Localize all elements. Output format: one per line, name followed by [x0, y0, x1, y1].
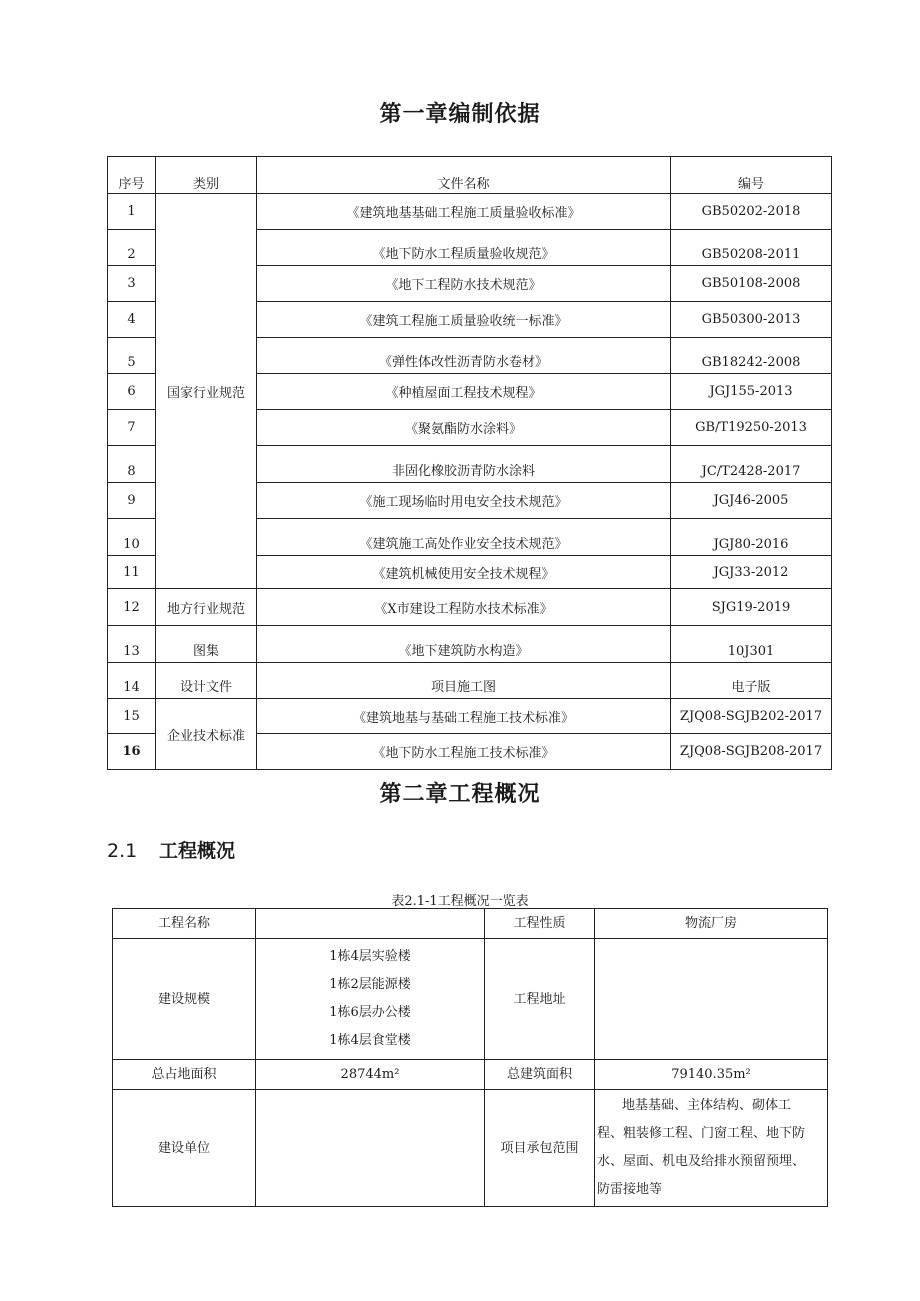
- category-atlas: 图集: [156, 626, 257, 663]
- category-enterprise: 企业技术标准: [156, 699, 257, 770]
- scale-item: 1栋4层食堂楼: [329, 1033, 411, 1048]
- row-name: 项目施工图: [257, 663, 671, 699]
- row-no: 8: [108, 446, 156, 483]
- header-file-name: 文件名称: [257, 157, 671, 194]
- row-code: JGJ33-2012: [671, 556, 832, 589]
- row-code: GB50108-2008: [671, 266, 832, 302]
- row-code: JGJ46-2005: [671, 483, 832, 519]
- row-name: 《X市建设工程防水技术标准》: [257, 589, 671, 626]
- row-name: 《建筑机械使用安全技术规程》: [257, 556, 671, 589]
- row-name: 非固化橡胶沥青防水涂料: [257, 446, 671, 483]
- row-no: 10: [108, 519, 156, 556]
- row-code: GB50208-2011: [671, 230, 832, 266]
- scope-line: 地基基础、主体结构、砌体工: [622, 1098, 792, 1113]
- table-row: [113, 1060, 828, 1090]
- building-area-value: 79140.35m²: [595, 1060, 828, 1090]
- scope-line: 水、屋面、机电及给排水预留预埋、: [597, 1154, 806, 1169]
- overview-table: [112, 908, 828, 1207]
- row-no: 6: [108, 374, 156, 410]
- project-nature-value: 物流厂房: [595, 909, 828, 939]
- table-row: [113, 909, 828, 939]
- row-no: 11: [108, 556, 156, 589]
- row-code: JGJ80-2016: [671, 519, 832, 556]
- row-no: 7: [108, 410, 156, 446]
- header-category: 类别: [156, 157, 257, 194]
- chapter2-title: 第二章工程概况: [379, 782, 541, 807]
- row-name: 《建筑工程施工质量验收统一标准》: [257, 302, 671, 338]
- row-code: SJG19-2019: [671, 589, 832, 626]
- section-number: 2.1: [107, 840, 138, 862]
- table-row: [113, 1090, 828, 1207]
- project-name-value: [256, 909, 485, 939]
- row-name: 《地下建筑防水构造》: [257, 626, 671, 663]
- row-no: 4: [108, 302, 156, 338]
- row-code: ZJQ08-SGJB208-2017: [671, 734, 832, 770]
- row-code: GB/T19250-2013: [671, 410, 832, 446]
- row-code: JGJ155-2013: [671, 374, 832, 410]
- row-code: GB18242-2008: [671, 338, 832, 374]
- table-caption: 表2.1-1工程概况一览表: [391, 894, 529, 909]
- row-code: 10J301: [671, 626, 832, 663]
- section-heading: [107, 836, 235, 863]
- row-no: 15: [108, 699, 156, 734]
- chapter1-title: 第一章编制依据: [379, 102, 541, 127]
- owner-value: [256, 1090, 485, 1207]
- scale-label: 建设规模: [113, 939, 256, 1060]
- row-name: 《建筑地基与基础工程施工技术标准》: [257, 699, 671, 734]
- row-name: 《种植屋面工程技术规程》: [257, 374, 671, 410]
- row-no: 16: [108, 734, 156, 770]
- table-row: [108, 663, 832, 699]
- project-nature-label: 工程性质: [485, 909, 595, 939]
- address-label: 工程地址: [485, 939, 595, 1060]
- row-code: 电子版: [671, 663, 832, 699]
- row-no: 9: [108, 483, 156, 519]
- table-row: [108, 589, 832, 626]
- section-title: 工程概况: [159, 840, 236, 862]
- row-code: GB50202-2018: [671, 194, 832, 230]
- category-national: 国家行业规范: [156, 194, 257, 589]
- table-row: [113, 939, 828, 1060]
- category-design: 设计文件: [156, 663, 257, 699]
- scope-line: 程、粗装修工程、门窗工程、地下防: [597, 1126, 806, 1141]
- land-area-label: 总占地面积: [113, 1060, 256, 1090]
- scale-list: [256, 939, 485, 1060]
- row-name: 《地下防水工程质量验收规范》: [257, 230, 671, 266]
- row-no: 13: [108, 626, 156, 663]
- header-no: 序号: [108, 157, 156, 194]
- row-name: 《建筑施工高处作业安全技术规范》: [257, 519, 671, 556]
- row-no: 14: [108, 663, 156, 699]
- row-name: 《聚氨酯防水涂料》: [257, 410, 671, 446]
- row-no: 12: [108, 589, 156, 626]
- scale-item: 1栋6层办公楼: [329, 1005, 411, 1020]
- row-name: 《地下工程防水技术规范》: [257, 266, 671, 302]
- scale-item: 1栋2层能源楼: [329, 977, 411, 992]
- address-value: [595, 939, 828, 1060]
- row-no: 2: [108, 230, 156, 266]
- category-local: 地方行业规范: [156, 589, 257, 626]
- row-no: 1: [108, 194, 156, 230]
- table-row: [108, 194, 832, 230]
- building-area-label: 总建筑面积: [485, 1060, 595, 1090]
- table-row: [108, 626, 832, 663]
- header-code: 编号: [671, 157, 832, 194]
- table-row: [108, 699, 832, 734]
- scope-line: 防雷接地等: [597, 1182, 663, 1197]
- row-no: 3: [108, 266, 156, 302]
- row-no: 5: [108, 338, 156, 374]
- row-code: ZJQ08-SGJB202-2017: [671, 699, 832, 734]
- basis-table: [107, 156, 832, 770]
- scale-item: 1栋4层实验楼: [329, 949, 411, 964]
- scope-label: 项目承包范围: [485, 1090, 595, 1207]
- row-code: GB50300-2013: [671, 302, 832, 338]
- land-area-value: 28744m²: [256, 1060, 485, 1090]
- row-name: 《地下防水工程施工技术标准》: [257, 734, 671, 770]
- row-name: 《建筑地基基础工程施工质量验收标准》: [257, 194, 671, 230]
- project-name-label: 工程名称: [113, 909, 256, 939]
- row-name: 《弹性体改性沥青防水卷材》: [257, 338, 671, 374]
- scope-value: [595, 1090, 828, 1207]
- table-header-row: [108, 157, 832, 194]
- row-code: JC/T2428-2017: [671, 446, 832, 483]
- row-name: 《施工现场临时用电安全技术规范》: [257, 483, 671, 519]
- owner-label: 建设单位: [113, 1090, 256, 1207]
